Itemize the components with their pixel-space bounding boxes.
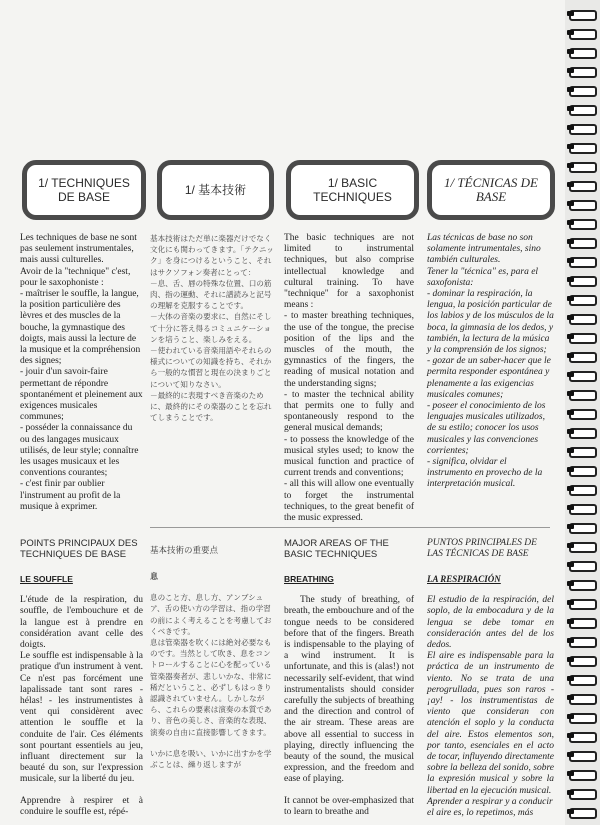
breath-es-p1: El estudio de la respiración, del soplo, de la embocadura y de la lengua se debe tomar en consideración antes del de los dedos.	[427, 595, 554, 651]
intro-en	[284, 233, 414, 524]
breath-fr-p1: L'étude de la respiration, du souffle, de l'embouchure et de la langue est à prendre en considération avant celle des doigts.	[20, 595, 143, 651]
intro-ja	[150, 233, 275, 423]
binding-hole	[567, 125, 574, 130]
binding-hole	[567, 695, 574, 700]
binding-hole	[567, 296, 574, 301]
intro-es-p5: - poseer el conocimiento de los lenguajes musicales utilizados, de su estilo; conocer los usos musicales y las convenciones corrientes;	[427, 401, 546, 456]
binding-hole	[567, 600, 574, 605]
intro-es-p6: - significa, olvidar el instrumento en provecho de la interpretación musical.	[427, 457, 543, 490]
binding-hole	[567, 334, 574, 339]
breath-ja-p2: 息は管楽器を吹くには絶対必要なものです。当然として吹き、息をコントロールすることに心を配っている管楽器奏者が、悲しいかな、非常に稀だということ、必ずしもはっきり認識されていません。しかしながら、これらの要素は演奏の本質であり、音色の美しさ、音楽的な表現、演奏の自由に直接影響してきます。	[150, 638, 272, 737]
binding-hole	[567, 182, 574, 187]
section-title-ja: 1/ 基本技術	[157, 160, 274, 220]
breath-en-end: It cannot be over-emphasized that to learn to breathe and	[284, 795, 414, 817]
binding-hole	[567, 220, 574, 225]
section-title-fr: 1/ TECHNIQUES DE BASE	[22, 160, 146, 220]
subhead-ja: 息	[150, 572, 158, 581]
breath-en-p1: The study of breathing, of breath, the embouchure and of the tongue needs to be considered before that of the fingers. Breath is indispensable to the playing of a wind instrument. It is unfortunate, and this is (alas!) not necessarily self-evident, that wind instrumentalists should consider carefully the subjects of breathing and the direction and control of the air stream. These areas are above all essential to success in playing, directly influencing the beauty of the sound, the musical expression, and the freedom and ease of playing.	[284, 595, 414, 785]
binding-hole	[567, 163, 574, 168]
binding-hole	[567, 429, 574, 434]
points-heading-fr: POINTS PRINCIPAUX DES TECHNIQUES DE BASE	[20, 538, 138, 560]
breath-fr-end: Apprendre à respirer et à conduire le souffle est, répé-	[20, 795, 143, 817]
binding-hole	[567, 277, 574, 282]
binding-hole	[567, 676, 574, 681]
binding-hole	[567, 524, 574, 529]
intro-es	[427, 233, 554, 491]
breath-ja-p1: 息のこと方、息し方、アンブシュア、舌の使い方の学習は、指の学習の前によく考えることを考慮しておくべきです。	[150, 593, 272, 636]
binding-hole	[567, 201, 574, 206]
breath-es-end: Aprender a respirar y a conducir el aire es, lo repetimos, más	[427, 796, 553, 819]
binding-hole	[567, 809, 574, 814]
binding-hole	[567, 30, 574, 35]
intro-en-p2: - to master breathing techniques, the use of the tongue, the precise position of the lips and the muscles of the mouth, the gymnastics of the fingers, the reading of musical notation and the understanding signs;	[284, 311, 414, 389]
intro-fr-p2: Avoir de la "technique" c'est, pour le saxophoniste :	[20, 266, 131, 288]
binding-hole	[567, 391, 574, 396]
breath-es-p2: El aire es indispensable para la práctica de un instrumento de viento. No se trata de una perogrullada, pues son raros - ¡ay! - los instrumentistas de viento que consideran con atención el soplo y la conducta del aire. Estos elementos son, por tanto, esenciales en el acto de tocar, influyendo directamente sobre la belleza del sonido, sobre la expresión musical y sobre la libertad en la ejecución musical.	[427, 651, 555, 796]
binding-hole	[567, 486, 574, 491]
intro-fr	[20, 233, 143, 513]
binding-hole	[567, 106, 574, 111]
intro-fr-p5: - posséder la connaissance du ou des langages musicaux utilisés, de leur style; connaître les usages musicaux et les conventions courantes;	[20, 423, 139, 479]
divider-line	[150, 527, 550, 528]
intro-es-p4: - gozar de un saber-hacer que le permita responder espontánea y plenamente a las exigencias musicales comunes;	[427, 356, 551, 400]
intro-es-p1: Las técnicas de base no son solamente intrumentales, sino también culturales.	[427, 233, 541, 266]
intro-ja-p2: －息、舌、唇の特殊な位置、口の筋肉、指の運動、それに譜読みと記号の理解を克服することです。	[150, 278, 272, 311]
binding-hole	[567, 752, 574, 757]
intro-en-p4: - to possess the knowledge of the musical styles used; to know the musical function and practice of current trends and conventions;	[284, 434, 414, 479]
binding-hole	[567, 315, 574, 320]
subhead-fr: LE SOUFFLE	[20, 574, 73, 584]
binding-hole	[567, 733, 574, 738]
points-heading-en: MAJOR AREAS OF THE BASIC TECHNIQUES	[284, 538, 389, 560]
binding-hole	[567, 410, 574, 415]
binding-hole	[567, 505, 574, 510]
binding-hole	[567, 49, 574, 54]
intro-fr-p6: - c'est finir par oublier l'instrument au profit de la musique à exprimer.	[20, 479, 121, 512]
intro-ja-p5: －最終的に表現すべき音楽のために、最終的にその楽器のことを忘れてしまうことです。	[150, 390, 272, 423]
intro-en-p5: - all this will allow one eventually to forget the instrumental techniques, to the great benefit of the music expressed.	[284, 479, 414, 524]
breath-ja-end: いかに息を吸い、いかに出すかを学ぶことは、繰り返しますが	[150, 748, 272, 770]
intro-fr-p1: Les techniques de base ne sont pas seulement instrumentales, mais aussi culturelles.	[20, 233, 137, 266]
intro-en-p1: The basic techniques are not limited to instrumental techniques, but also comprise intellectual knowledge and cultural training. To have "technique" for a saxophonist means :	[284, 233, 414, 311]
intro-ja-p3: －大体の音楽の要求に、自然にそして十分に答え得るコミュニケーションを培うこと、楽しみをえる。	[150, 312, 272, 344]
intro-es-p2: Tener la "técnica" es, para el saxofonista:	[427, 266, 539, 288]
section-title-es: 1/ TÉCNICAS DE BASE	[427, 160, 555, 220]
intro-fr-p4: - jouir d'un savoir-faire permettant de répondre spontanément et pleinement aux exigences musicales communes;	[20, 367, 143, 423]
points-heading-es: PUNTOS PRINCIPALES DE LAS TÉCNICAS DE BASE	[427, 538, 537, 559]
binding-hole	[567, 638, 574, 643]
subhead-es: LA RESPIRACIÓN	[427, 574, 501, 584]
intro-ja-p1: 基本技術はただ単に楽器だけでなく文化にも関わってきます。「テクニック」を身につけるということ、それはサクソフォン奏者にとって：	[150, 234, 274, 277]
binding-hole	[567, 619, 574, 624]
binding-hole	[567, 714, 574, 719]
binding-hole	[567, 87, 574, 92]
intro-en-p3: - to master the technical ability that permits one to fully and spontaneously respond to the general musical demands;	[284, 389, 414, 434]
binding-hole	[567, 467, 574, 472]
spiral-binding	[565, 0, 600, 825]
binding-hole	[567, 11, 574, 16]
binding-hole	[567, 353, 574, 358]
binding-hole	[567, 258, 574, 263]
breath-es	[427, 538, 554, 819]
binding-hole	[567, 144, 574, 149]
binding-hole	[567, 239, 574, 244]
breath-ja	[150, 538, 275, 770]
binding-hole	[567, 372, 574, 377]
breath-en	[284, 538, 414, 818]
breath-fr	[20, 538, 143, 818]
binding-hole	[567, 68, 574, 73]
section-title-en: 1/ BASIC TECHNIQUES	[286, 160, 419, 220]
binding-hole	[567, 657, 574, 662]
binding-hole	[567, 448, 574, 453]
intro-ja-p4: －使われている音楽用語やそれらの様式についての知識を持ち、それから一般的な慣習と現在の決まりごとについて知りなさい。	[150, 346, 272, 389]
breath-fr-p2: Le souffle est indispensable à la pratique d'un instrument à vent. Ce n'est pas forcément une lapalissade tant sont rares - hélas! - les instrumentistes à vent qui considèrent avec attention le souffle et la conduite de l'air. Ces éléments sont pourtant essentiels au jeu, influant directement sur la beauté du son, sur l'expression musicale, sur la liberté du jeu.	[20, 651, 143, 785]
points-heading-ja: 基本技術の重要点	[150, 546, 219, 556]
binding-hole	[567, 562, 574, 567]
subhead-en: BREATHING	[284, 574, 334, 584]
intro-es-p3: - dominar la respiración, la lengua, la posición particular de los labios y de los músculos de la boca, la gimnasia de los dedos, y también, la lectura de la música y la comprensión de los signos;	[427, 289, 554, 356]
binding-hole	[567, 543, 574, 548]
intro-fr-p3: - maîtriser le souffle, la langue, la position particulière des lèvres et des muscles de la bouche, la gymnastique des doigts, mais aussi la lecture de la musique et la compréhension des signes;	[20, 289, 141, 367]
binding-hole	[567, 771, 574, 776]
binding-hole	[567, 790, 574, 795]
binding-hole	[567, 581, 574, 586]
